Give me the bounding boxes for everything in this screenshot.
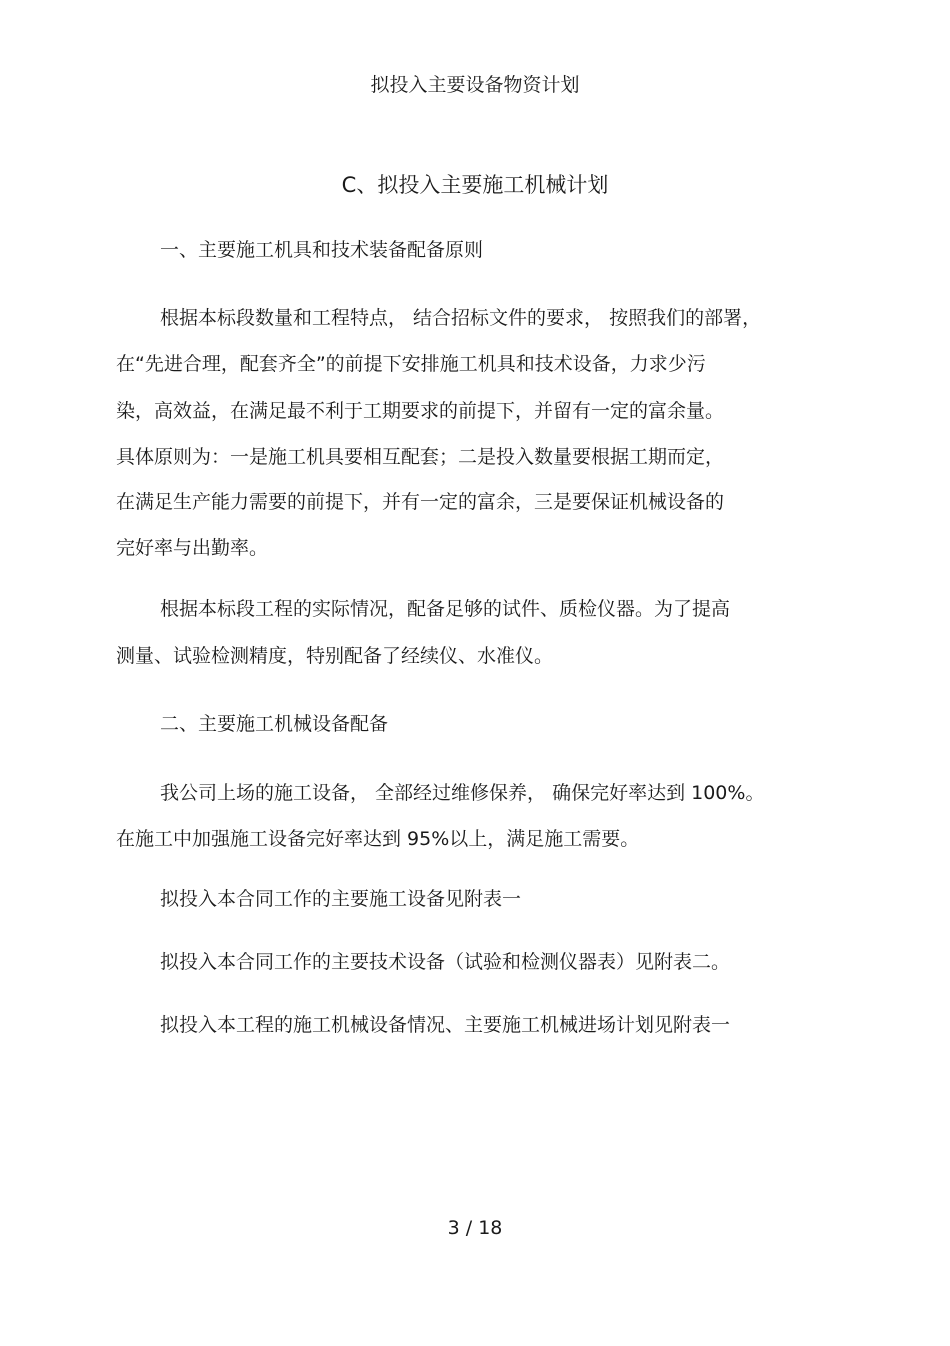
page-number: 3 / 18 xyxy=(447,1217,503,1239)
paragraph-line: 在施工中加强施工设备完好率达到 95%以上，满足施工需要。 xyxy=(116,828,640,850)
paragraph-line: 在满足生产能力需要的前提下，并有一定的富余，三是要保证机械设备的 xyxy=(116,491,725,513)
paragraph-line: 根据本标段工程的实际情况，配备足够的试件、质检仪器。为了提高 xyxy=(160,598,731,620)
heading-equipment: 二、主要施工机械设备配备 xyxy=(160,713,389,735)
paragraph-line: 根据本标段数量和工程特点， 结合招标文件的要求， 按照我们的部署， xyxy=(160,307,762,329)
paragraph-line: 拟投入本合同工作的主要施工设备见附表一 xyxy=(160,888,522,910)
heading-principles: 一、主要施工机具和技术装备配备原则 xyxy=(160,239,484,261)
paragraph-line: 完好率与出勤率。 xyxy=(116,537,269,559)
section-title: C、拟投入主要施工机械计划 xyxy=(341,173,609,197)
paragraph-line: 拟投入本合同工作的主要技术设备（试验和检测仪器表）见附表二。 xyxy=(160,951,731,973)
paragraph-line: 测量、试验检测精度，特别配备了经续仪、水准仪。 xyxy=(116,645,554,667)
paragraph-line: 染，高效益，在满足最不利于工期要求的前提下，并留有一定的富余量。 xyxy=(116,400,725,422)
paragraph-line: 拟投入本工程的施工机械设备情况、主要施工机械进场计划见附表一 xyxy=(160,1014,731,1036)
header-title: 拟投入主要设备物资计划 xyxy=(370,74,580,96)
paragraph-line: 我公司上场的施工设备， 全部经过维修保养， 确保完好率达到 100%。 xyxy=(160,782,765,804)
paragraph-line: 在“先进合理，配套齐全”的前提下安排施工机具和技术设备，力求少污 xyxy=(116,353,706,375)
paragraph-line: 具体原则为：一是施工机具要相互配套；二是投入数量要根据工期而定， xyxy=(116,446,725,468)
